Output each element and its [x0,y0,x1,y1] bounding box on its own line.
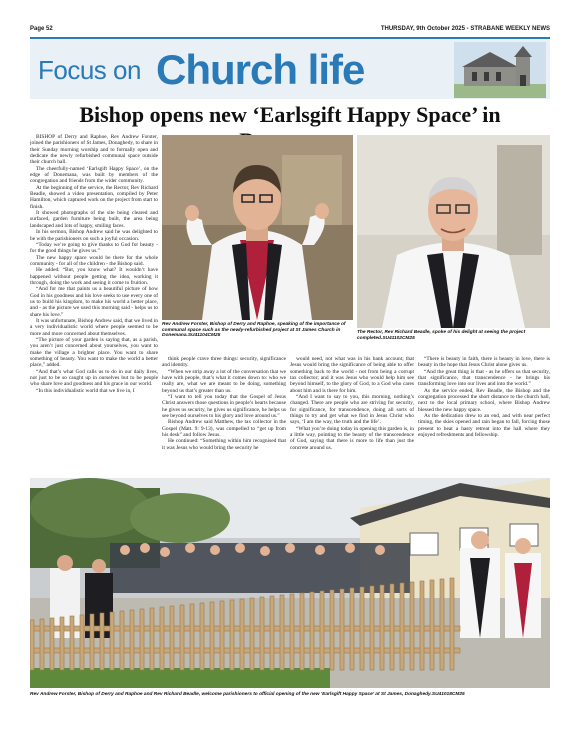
photo1-caption: Rev Andrew Forster, Bishop of Derry and Raphoe, speaking of the importance of communal space such as the newly-refurbished project at St James Church in Donemana.SU41104CM25 [162,322,346,339]
paragraph: “Today we’re going to give thanks to God for beauty - for the good things he gives us.” [30,241,158,255]
church-illustration [454,42,546,98]
page-number: Page 52 [30,26,53,32]
paragraph: As the dedication drew to an end, and with near perfect timing, the skies opened and rain began to fall, forcing those present to beat a hasty retreat into the hall where they enjoyed refreshments and fellowship. [418,413,550,439]
section-banner [30,37,550,99]
article-column-3 [290,356,414,474]
paragraph: He continued: “Something within him recognised that it was Jesus who would bring the security he [162,438,286,451]
paragraph: BISHOP of Derry and Raphoe, Rev Andrew Forster, joined the parishioners of St James, Donaghedy, to share in their Sunday morning worship and to formally open and dedicate the newly refurbished communal space outside their church hall. [30,134,158,166]
paragraph: “And I want to say to you, this morning, nothing’s changed. There are people who are striving for security, for significance, for transcendence, doing all sorts of things to try and get what we find in Jesus Christ who says, ‘I am the way, the truth and the life’. [290,394,414,426]
article-column-2 [162,356,286,474]
paragraph: “I want to tell you today that the Gospel of Jesus Christ answers those questions in people’s hearts because he gives us security, he gives us significance, he helps us see beyond ourselves to his glory and love around us.” [162,394,286,420]
banner-focus-on: Focus on [38,55,141,85]
paragraph: He added: “But, you know what? It wouldn’t have happened without people getting the idea, working it through, doing the work and seeing it come to fruition. [30,267,158,286]
paragraph: think people crave three things: security, significance and identity. [162,356,286,369]
photo2-caption: The Rector, Rev Richard Beadle, spoke of his delight at seeing the project completed.SU41102CM25 [357,330,526,341]
paragraph: At the beginning of the service, the Rector, Rev Richard Beadle, showed a video presentation, compiled by Peter Hamilton, which captured work on the project from start to finish. [30,184,158,210]
paragraph: It was unfortunate, Bishop Andrew said, that we lived in a very individualistic world where people seemed to be more and more concerned about themselves. [30,317,158,337]
paragraph: As the service ended, Rev Beadle, the Bishop and the congregation processed the short distance to the church hall, next to the local primary school, where Bishop Andrew blessed the new happy space. [418,387,550,413]
paragraph: In his sermon, Bishop Andrew said he was delighted to be with the parishioners on such a joyful occasion. [30,229,158,242]
article-column-4 [418,356,550,474]
paragraph: “When we strip away a lot of the conversation that we have with people, that’s what it comes down to: who we really are, what we are meant to be doing, something beyond us that’s greater than us. [162,368,286,394]
paragraph: “What you’re doing today in opening this garden is, in a little way, pointing to the beauty of the transcendence of God, saying that there is more to life than just the concrete around us. [290,425,414,451]
paragraph: “There is beauty in faith, there is beauty in love, there is beauty in the hope that Jesus Christ alone gives us. [418,356,550,369]
photo-happy-space-opening [30,478,550,688]
paragraph: “And the great thing is that - as he offers us that security, that significance, that transcendence - he brings his transforming love into our lives and into the world.” [418,368,550,388]
paragraph: It showed photographs of the site being cleared and surfaced, garden furniture being built, the area being landscaped and lots of happy, smiling faces. [30,210,158,229]
page-header [30,26,550,36]
photo3-caption: Rev Andrew Forster, Bishop of Derry and Raphoe and Rev Richard Beadle, welcome parishioners to official opening of the new ‘Earlsgift Happy Space’ at St James, Donaghedy.SU41018CM25 [30,692,465,697]
paragraph: Bishop Andrew said Matthew, the tax collector in the Gospel (Matt. 9: 9-13), was compelled to “get up from his desk” and follow Jesus. [162,419,286,439]
photo-rector [357,135,550,328]
paragraph: The cheerfully-named ‘Earlsgift Happy Space’, on the edge of Donemana, was built by members of the congregation and friends from the wider community. [30,165,158,185]
dateline: THURSDAY, 9th October 2025 - STRABANE WEEKLY NEWS [380,26,550,32]
article-headline: Bishop opens new ‘Earlsgift Happy Space’ in [79,102,501,127]
banner-section-title: Church life [156,46,365,93]
paragraph: would need, not what was in his bank account; that Jesus would bring the significance of being able to offer something back to the world - not from being a corrupt tax collector; and it was Jesus who would help him see beyond himself, to the glory of God, to a God who cares about him and is there for him. [290,356,414,394]
paragraph: The new happy space would be there for the whole community - for all of the children - the Bishop said. [30,254,158,267]
paragraph: “The picture of your garden is saying that, as a parish, you aren’t just concerned about yourselves, you want to make the village a brighter place. You want to share something of beauty. You want to make the world a better place,” added. [30,337,158,369]
paragraph: “In this individualistic world that we live in, I [36,387,135,394]
paragraph: “And that’s what God calls us to do in our daily lives, not just to be so caught up in ourselves but to be people who share love and goodness and his grace in our world. [30,368,158,388]
article-column-1 [30,134,158,474]
photo-bishop-speaking [162,135,353,320]
paragraph: “And for me that paints us a beautiful picture of how God in his goodness and his love seeks to use every one of us to build his kingdom, to make his world a better place, and - as the picture we used this morning said - helps us to share his love.” [30,286,158,318]
